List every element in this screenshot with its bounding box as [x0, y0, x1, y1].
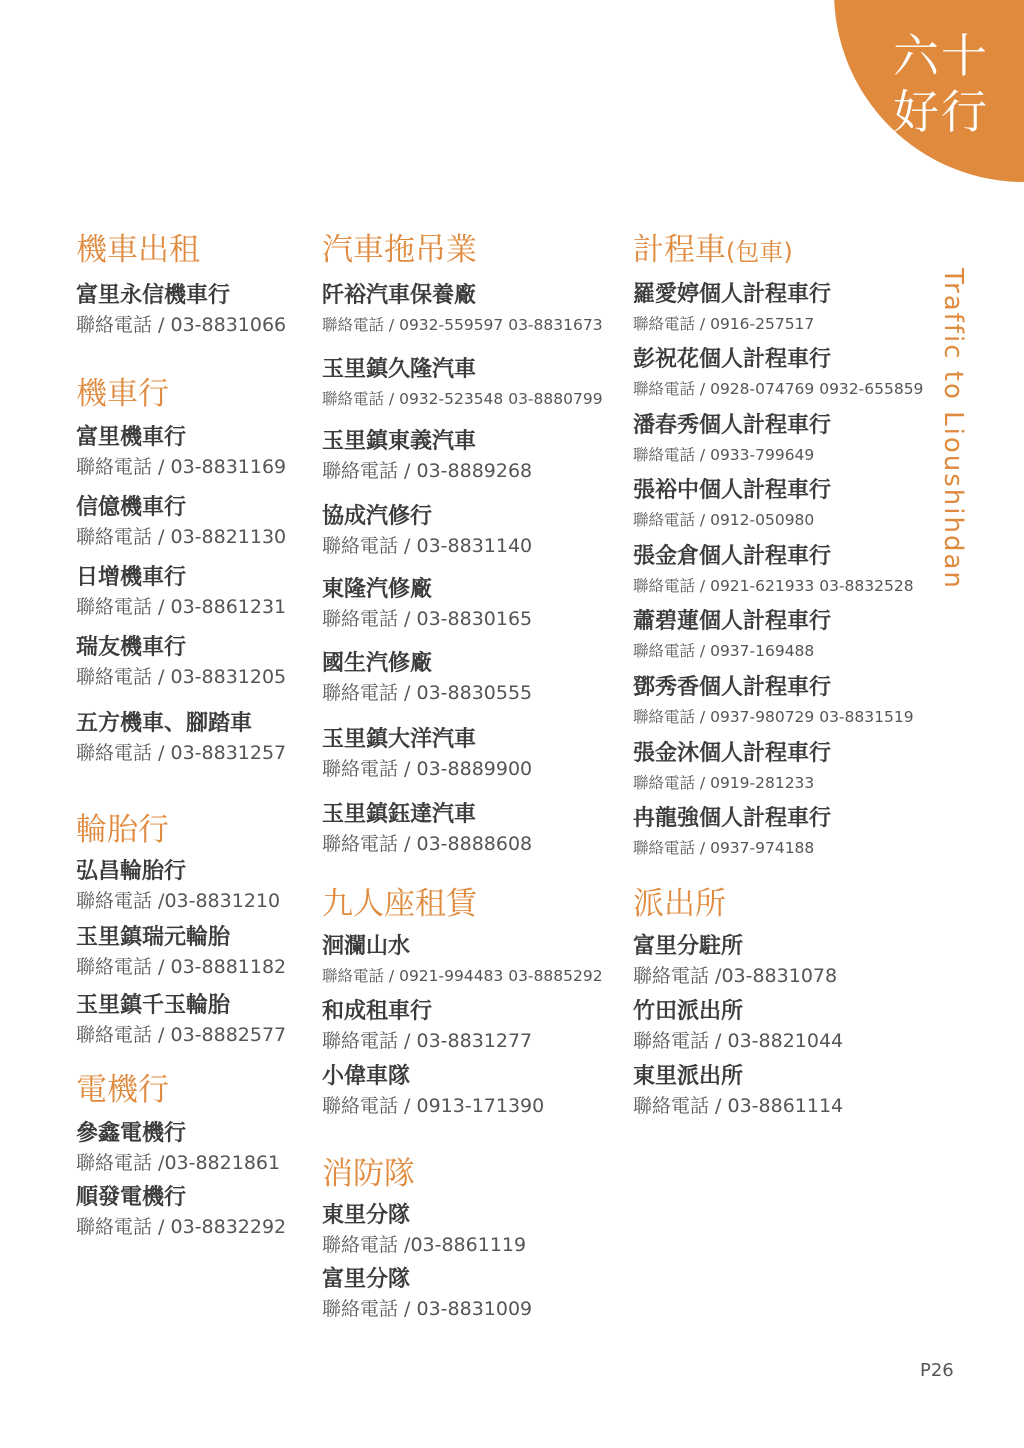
entry-name: 信億機車行: [76, 495, 187, 520]
entry-phone: 聯絡電話 / 03-8831277: [322, 1030, 533, 1052]
entry-phone: 聯絡電話 / 0921-621933 03-8832528: [633, 577, 914, 595]
entry-phone: 聯絡電話 / 03-8882577: [76, 1024, 287, 1046]
section-taxi: [633, 232, 793, 270]
section-title: 汽車拖吊業: [322, 232, 477, 268]
section-nine-seater-rental: [322, 886, 477, 922]
entry-phone: 聯絡電話 / 0937-980729 03-8831519: [633, 708, 914, 726]
list-item: [322, 576, 532, 632]
entry-phone: 聯絡電話 / 0933-799649: [633, 446, 815, 464]
entry-name: 冉龍強個人計程車行: [633, 806, 832, 831]
entry-name: 竹田派出所: [633, 999, 744, 1024]
entry-name: 國生汽修廠: [322, 651, 433, 676]
section-title: 派出所: [633, 886, 726, 922]
list-item: [76, 1184, 286, 1240]
section-motorcycle-shops: [76, 376, 169, 412]
entry-phone: 聯絡電話 / 0912-050980: [633, 511, 815, 529]
entry-name: 順發電機行: [76, 1185, 187, 1210]
list-item: [633, 477, 831, 533]
entry-phone: 聯絡電話 / 03-8831205: [76, 666, 287, 688]
entry-name: 富里機車行: [76, 425, 187, 450]
entry-name: 和成租車行: [322, 999, 433, 1024]
section-tire-shops: [76, 812, 169, 848]
entry-name: 張金沐個人計程車行: [633, 741, 832, 766]
badge-line-2: 好行: [893, 85, 989, 139]
section-police: [633, 886, 726, 922]
entry-phone: 聯絡電話 / 03-8888608: [322, 833, 533, 855]
entry-phone: 聯絡電話 / 0921-994483 03-8885292: [322, 967, 603, 985]
entry-name: 羅愛婷個人計程車行: [633, 282, 832, 307]
entry-phone: 聯絡電話 / 0937-169488: [633, 642, 815, 660]
section-motorcycle-rental: [76, 232, 200, 268]
entry-name: 張裕中個人計程車行: [633, 478, 832, 503]
list-item: [76, 424, 286, 480]
badge-line-1: 六十: [893, 29, 989, 83]
entry-phone: 聯絡電話 / 03-8832292: [76, 1216, 287, 1238]
entry-phone: 聯絡電話 / 03-8830555: [322, 682, 533, 704]
entry-name: 東里分隊: [322, 1203, 411, 1228]
list-item: [76, 494, 286, 550]
entry-phone: 聯絡電話 / 03-8831066: [76, 314, 287, 336]
section-electrical-shops: [76, 1072, 169, 1108]
section-title: 輪胎行: [76, 812, 169, 848]
side-title: Traffic to Lioushihdan: [938, 268, 968, 590]
entry-phone: 聯絡電話 / 03-8861114: [633, 1095, 844, 1117]
list-item: [633, 346, 923, 402]
list-item: [76, 282, 286, 338]
list-item: [322, 1063, 544, 1119]
list-item: [76, 634, 286, 690]
entry-phone: 聯絡電話 /03-8831210: [76, 890, 281, 912]
entry-name: 張金倉個人計程車行: [633, 544, 832, 569]
entry-name: 玉里鎮千玉輪胎: [76, 993, 231, 1018]
list-item: [322, 356, 603, 412]
entry-phone: 聯絡電話 / 03-8821044: [633, 1030, 844, 1052]
entry-phone: 聯絡電話 / 03-8889268: [322, 460, 533, 482]
entry-phone: 聯絡電話 / 03-8889900: [322, 758, 533, 780]
entry-name: 富里永信機車行: [76, 283, 231, 308]
entry-name: 富里分隊: [322, 1267, 411, 1292]
section-title: 機車行: [76, 376, 169, 412]
list-item: [633, 608, 831, 664]
entry-name: 潘春秀個人計程車行: [633, 413, 832, 438]
entry-name: 日增機車行: [76, 565, 187, 590]
list-item: [322, 1202, 526, 1258]
entry-name: 玉里鎮瑞元輪胎: [76, 925, 231, 950]
section-title-suffix: (包車): [726, 238, 793, 266]
entry-name: 瑞友機車行: [76, 635, 187, 660]
entry-phone: 聯絡電話 / 03-8831169: [76, 456, 287, 478]
entry-phone: 聯絡電話 / 03-8831009: [322, 1298, 533, 1320]
entry-name: 五方機車、腳踏車: [76, 711, 253, 736]
entry-phone: 聯絡電話 / 0913-171390: [322, 1095, 545, 1117]
entry-name: 協成汽修行: [322, 504, 433, 529]
entry-phone: 聯絡電話 / 0937-974188: [633, 839, 815, 857]
entry-name: 玉里鎮東義汽車: [322, 429, 477, 454]
section-title: 消防隊: [322, 1156, 415, 1192]
entry-phone: 聯絡電話 /03-8861119: [322, 1234, 527, 1256]
entry-phone: 聯絡電話 / 03-8831140: [322, 535, 533, 557]
list-item: [633, 805, 831, 861]
page-number: P26: [920, 1360, 954, 1381]
list-item: [76, 564, 286, 620]
corner-badge-text: [893, 28, 1003, 140]
entry-name: 彭祝花個人計程車行: [633, 347, 832, 372]
entry-name: 鄧秀香個人計程車行: [633, 675, 832, 700]
entry-phone: 聯絡電話 /03-8831078: [633, 965, 838, 987]
entry-phone: 聯絡電話 / 03-8821130: [76, 526, 287, 548]
list-item: [633, 1063, 843, 1119]
entry-phone: 聯絡電話 / 03-8831257: [76, 742, 287, 764]
entry-phone: 聯絡電話 / 0916-257517: [633, 315, 815, 333]
entry-name: 洄瀾山水: [322, 934, 411, 959]
list-item: [322, 282, 603, 338]
list-item: [322, 428, 532, 484]
entry-phone: 聯絡電話 / 03-8861231: [76, 596, 287, 618]
entry-name: 玉里鎮鈺達汽車: [322, 802, 477, 827]
section-title: [633, 232, 793, 270]
list-item: [76, 1120, 280, 1176]
section-title: 機車出租: [76, 232, 200, 268]
section-fire-brigade: [322, 1156, 415, 1192]
entry-name: 小偉車隊: [322, 1064, 411, 1089]
entry-phone: 聯絡電話 /03-8821861: [76, 1152, 281, 1174]
entry-name: 蕭碧蓮個人計程車行: [633, 609, 832, 634]
list-item: [76, 858, 280, 914]
list-item: [322, 998, 532, 1054]
list-item: [633, 998, 843, 1054]
entry-name: 玉里鎮久隆汽車: [322, 357, 477, 382]
section-title-main: 計程車: [633, 232, 726, 268]
list-item: [633, 933, 837, 989]
list-item: [633, 281, 831, 337]
section-title: 九人座租賃: [322, 886, 477, 922]
list-item: [322, 650, 532, 706]
list-item: [633, 674, 914, 730]
entry-phone: 聯絡電話 / 03-8881182: [76, 956, 287, 978]
list-item: [633, 412, 831, 468]
entry-phone: 聯絡電話 / 0932-559597 03-8831673: [322, 316, 603, 334]
list-item: [76, 924, 286, 980]
entry-name: 東里派出所: [633, 1064, 744, 1089]
list-item: [76, 710, 286, 766]
entry-name: 參鑫電機行: [76, 1121, 187, 1146]
entry-name: 富里分駐所: [633, 934, 744, 959]
entry-name: 東隆汽修廠: [322, 577, 433, 602]
section-towing: [322, 232, 477, 268]
list-item: [322, 503, 532, 559]
list-item: [76, 992, 286, 1048]
entry-name: 玉里鎮大洋汽車: [322, 727, 477, 752]
section-title: 電機行: [76, 1072, 169, 1108]
entry-phone: 聯絡電話 / 0928-074769 0932-655859: [633, 380, 924, 398]
entry-name: 弘昌輪胎行: [76, 859, 187, 884]
list-item: [633, 543, 914, 599]
entry-name: 阡裕汽車保養廠: [322, 283, 477, 308]
entry-phone: 聯絡電話 / 0932-523548 03-8880799: [322, 390, 603, 408]
list-item: [322, 726, 532, 782]
entry-phone: 聯絡電話 / 0919-281233: [633, 774, 815, 792]
entry-phone: 聯絡電話 / 03-8830165: [322, 608, 533, 630]
list-item: [633, 740, 831, 796]
list-item: [322, 933, 603, 989]
list-item: [322, 1266, 532, 1322]
list-item: [322, 801, 532, 857]
